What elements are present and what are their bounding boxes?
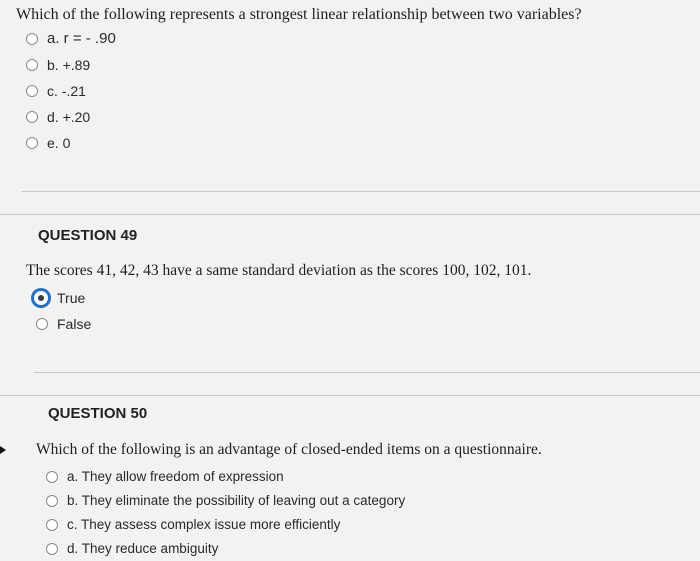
q48-option-d-label: d. +.20 [47,109,91,125]
radio-button[interactable] [26,111,38,123]
q48-option-d[interactable] [26,109,90,125]
radio-button[interactable] [26,85,38,97]
divider [34,372,700,373]
q50-option-a-label: a. They allow freedom of expression [67,469,284,484]
q50-option-c[interactable] [46,517,340,532]
radio-button[interactable] [46,471,58,483]
q48-option-e[interactable] [26,135,70,151]
q49-option-false-label: False [57,316,92,332]
divider [22,191,700,192]
radio-button[interactable] [46,495,58,507]
q49-option-true[interactable] [34,290,85,306]
q48-option-a-label: a. r = - .90 [47,30,116,47]
radio-button[interactable] [26,137,38,149]
q48-option-c[interactable] [26,83,86,99]
question-50-text: Which of the following is an advantage of closed-ended items on a questionnaire. [36,441,542,458]
q48-option-c-label: c. -.21 [47,83,86,99]
q48-option-a[interactable] [26,30,116,47]
divider [0,395,700,396]
q50-option-a[interactable] [46,469,284,484]
q48-option-b-label: b. +.89 [47,57,91,73]
q50-option-b[interactable] [46,493,405,508]
question-49-header: QUESTION 49 [38,227,138,244]
radio-button[interactable] [26,59,38,71]
radio-button[interactable] [46,543,58,555]
radio-button-selected[interactable] [34,291,48,305]
radio-button[interactable] [36,318,48,330]
q50-option-d-label: d. They reduce ambiguity [67,541,219,556]
question-50-header: QUESTION 50 [48,405,148,422]
question-49-text: The scores 41, 42, 43 have a same standard deviation as the scores 100, 102, 101. [26,262,532,279]
radio-button[interactable] [46,519,58,531]
radio-button[interactable] [26,33,38,45]
q49-option-false[interactable] [36,316,91,332]
q50-option-c-label: c. They assess complex issue more efficiently [67,517,341,532]
q50-option-b-label: b. They eliminate the possibility of leaving out a category [67,493,406,508]
q48-option-b[interactable] [26,57,90,73]
q50-option-d[interactable] [46,541,218,556]
q48-option-e-label: e. 0 [47,135,71,151]
pointer-arrow-icon [0,446,6,454]
divider [0,214,700,215]
q49-option-true-label: True [57,290,86,306]
question-48-text: Which of the following represents a strongest linear relationship between two variables? [16,6,582,23]
